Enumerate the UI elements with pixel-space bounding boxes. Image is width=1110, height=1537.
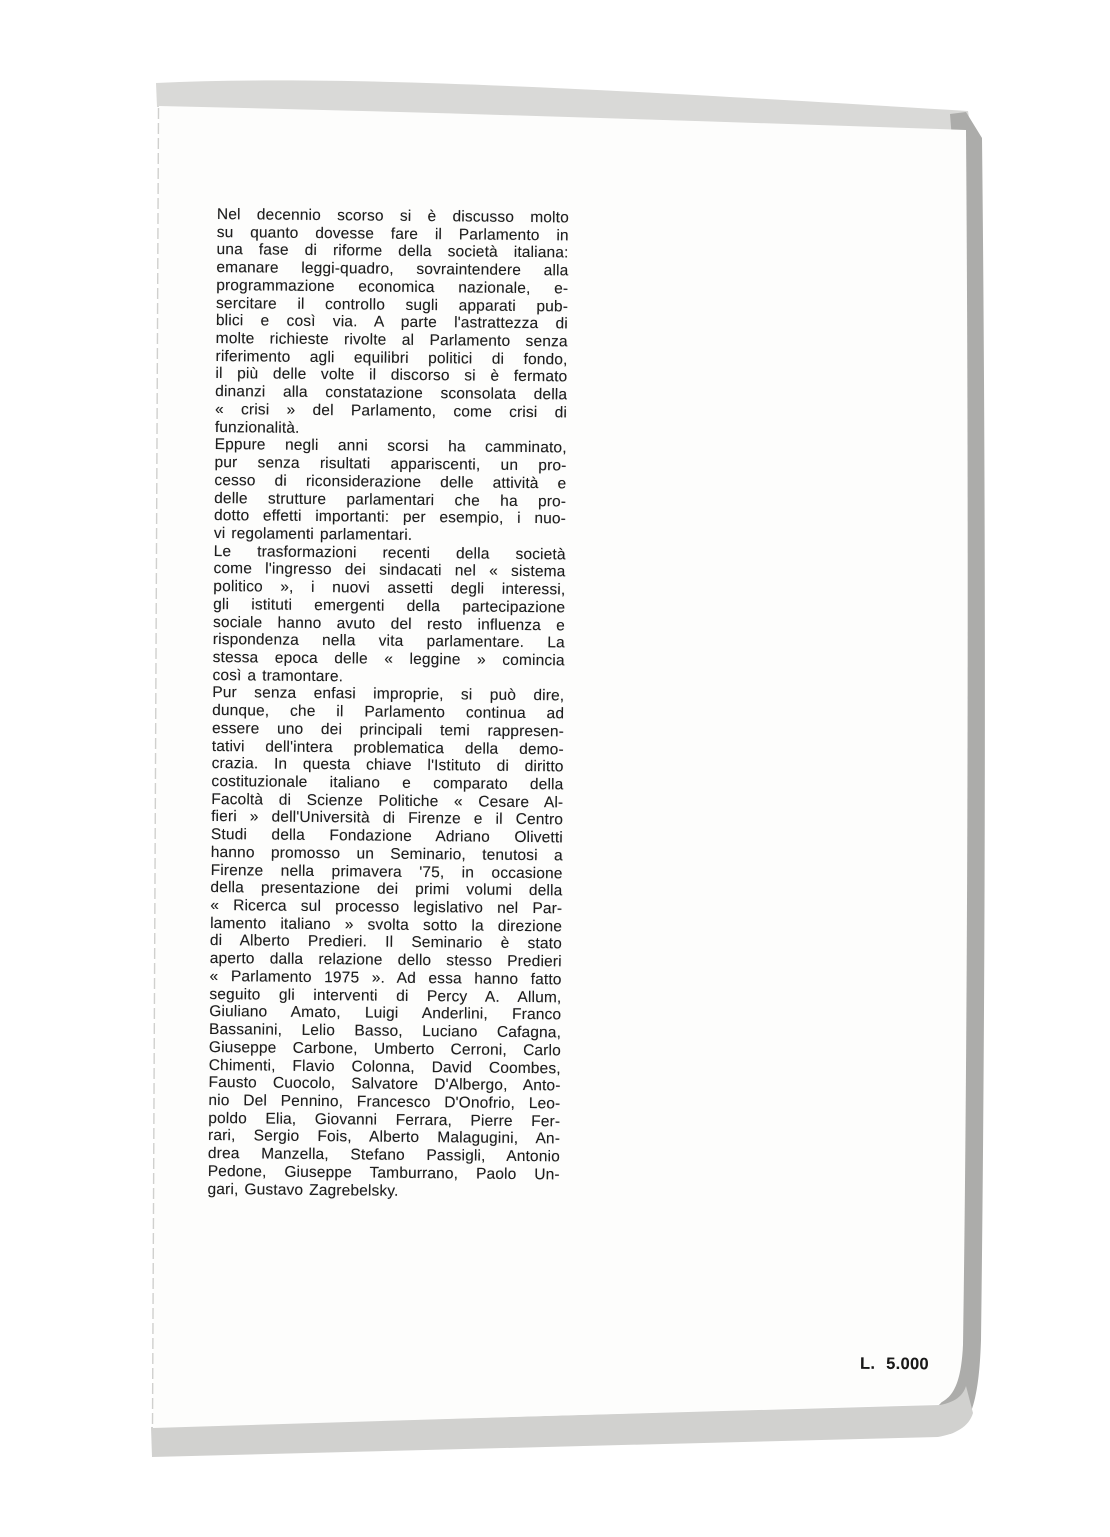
- text-line: dinanzi alla constatazione sconsolata della: [215, 383, 568, 404]
- text-line: dotto effetti importanti: per esempio, i nuo-: [213, 507, 567, 528]
- text-line: « crisi » del Parlamento, come crisi di: [214, 400, 568, 422]
- text-line: rispondenza nella vita parlamentare. La: [212, 631, 565, 652]
- text-line: drea Manzella, Stefano Passigli, Antonio: [207, 1145, 560, 1166]
- text-line: dunque, che il Parlamento continua ad: [212, 702, 565, 723]
- text-line: di Alberto Predieri. Il Seminario è stato: [209, 932, 563, 953]
- text-line: Studi della Fondazione Adriano Olivetti: [210, 826, 564, 847]
- text-line: Facoltà di Scienze Politiche « Cesare Al-: [211, 790, 564, 812]
- text-line: blici e così via. A parte l'astrattezza di: [215, 312, 568, 333]
- text-line: hanno promosso un Seminario, tenutosi a: [210, 843, 563, 865]
- paragraph: [214, 436, 567, 546]
- text-line: « Ricerca sul processo legislativo nel Par-: [210, 896, 563, 918]
- text-line: politico », i nuovi assetti degli interessi,: [213, 578, 566, 599]
- paragraph: [207, 684, 564, 1201]
- text-line: Chimenti, Flavio Colonna, David Coombes,: [208, 1056, 561, 1077]
- text-line: stessa epoca delle « leggine » comincia: [212, 648, 565, 670]
- text-line: il più delle volte il discorso si è fermato: [215, 365, 568, 386]
- text-line: gari, Gustavo Zagrebelsky.: [207, 1180, 399, 1200]
- text-line: Giuseppe Carbone, Umberto Cerroni, Carlo: [208, 1038, 561, 1060]
- text-line: programmazione economica nazionale, e-: [216, 276, 569, 298]
- text-line: sercitare il controllo sugli apparati pub-: [215, 294, 569, 315]
- text-line: emanare leggi-quadro, sovraintendere alla: [216, 259, 569, 280]
- text-line: della presentazione dei primi volumi della: [210, 879, 563, 900]
- text-line: gli istituti emergenti della partecipazione: [213, 595, 566, 617]
- text-line: su quanto dovesse fare il Parlamento in: [216, 223, 569, 245]
- text-line: così a tramontare.: [212, 666, 344, 685]
- text-line: seguito gli interventi di Percy A. Allum,: [209, 985, 562, 1006]
- text-line: essere uno dei principali temi rappresen-: [211, 719, 565, 741]
- text-line: poldo Elia, Giovanni Ferrara, Pierre Fer-: [208, 1109, 561, 1130]
- text-line: aperto dalla relazione dello stesso Predieri: [209, 950, 562, 971]
- text-line: cesso di riconsiderazione delle attività e: [214, 471, 567, 493]
- text-line: crazia. In questa chiave l'Istituto di diritto: [211, 755, 564, 776]
- text-line: « Parlamento 1975 ». Ad essa hanno fatto: [209, 967, 562, 989]
- price-label: L. 5.000: [859, 1354, 930, 1374]
- text-line: Le trasformazioni recenti della società: [213, 542, 566, 564]
- text-line: delle strutture parlamentari che ha pro-: [214, 489, 567, 510]
- text-line: rari, Sergio Fois, Alberto Malagugini, An-: [207, 1127, 561, 1148]
- text-line: Bassanini, Lelio Basso, Luciano Cafagna,: [209, 1021, 562, 1042]
- text-line: Pedone, Giuseppe Tamburrano, Paolo Un-: [207, 1162, 560, 1184]
- text-line: Giuliano Amato, Luigi Anderlini, Franco: [209, 1003, 562, 1024]
- text-line: tativi dell'intera problematica della demo-: [211, 737, 564, 758]
- text-line: nio Del Pennino, Francesco D'Onofrio, Leo-: [208, 1091, 561, 1113]
- paragraph: [215, 206, 569, 440]
- text-line: sociale hanno avuto del resto influenza e: [212, 613, 566, 634]
- text-line: una fase di riforme della società italiana:: [216, 241, 569, 262]
- text-line: molte richieste rivolte al Parlamento senza: [215, 330, 568, 351]
- text-line: pur senza risultati appariscenti, un pro-: [214, 454, 567, 475]
- paragraph: [212, 543, 565, 688]
- text-line: Fausto Cuocolo, Salvatore D'Albergo, Anto-: [208, 1074, 561, 1095]
- text-line: riferimento agli equilibri politici di fondo,: [215, 347, 568, 369]
- text-line: come l'ingresso dei sindacati nel « sistema: [213, 560, 566, 581]
- text-line: Nel decennio scorso si è discusso molto: [216, 206, 569, 227]
- cover-text: [207, 206, 569, 1202]
- text-line: funzionalità.: [214, 418, 300, 437]
- text-line: Firenze nella primavera '75, in occasione: [210, 861, 563, 882]
- text-line: vi regolamenti parlamentari.: [213, 524, 413, 544]
- text-line: Eppure negli anni scorsi ha camminato,: [214, 436, 567, 457]
- text-line: Pur senza enfasi improprie, si può dire,: [212, 684, 565, 705]
- text-line: costituzionale italiano e comparato della: [211, 772, 564, 794]
- text-line: fieri » dell'Università di Firenze e il Centro: [211, 808, 564, 829]
- text-line: lamento italiano » svolta sotto la direzione: [210, 914, 563, 936]
